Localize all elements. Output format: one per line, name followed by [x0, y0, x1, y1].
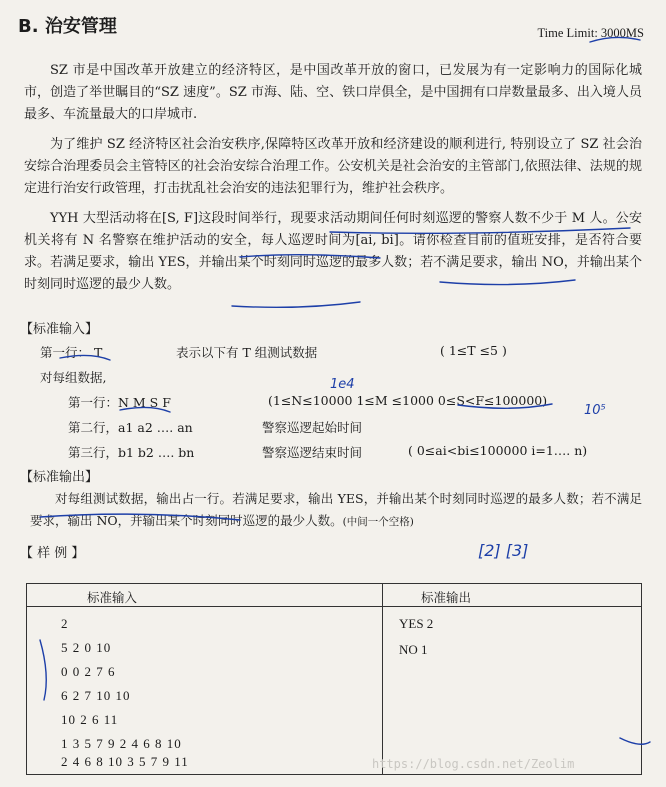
- table-header-rule: [27, 606, 641, 607]
- input-line1-desc: 表示以下有 T 组测试数据: [176, 345, 318, 360]
- sample-output-line: NO 1: [399, 642, 428, 657]
- sample-input-line: 1 3 5 7 9 2 4 6 8 10: [61, 736, 182, 751]
- input-heading: 【标准输入】: [20, 322, 99, 337]
- output-note: (中间一个空格): [342, 516, 414, 528]
- handwritten-1e5: 10⁵: [584, 403, 606, 418]
- output-description: 对每组测试数据，输出占一行。若满足要求，输出 YES，并输出某个时刻同时巡逻的最多人数；若不满足要求，输出 NO，并输出某个时刻同时巡逻的最少人数。: [30, 491, 642, 528]
- input-row2-desc: 警察巡逻起始时间: [262, 420, 363, 435]
- input-line1-range: ( 1≤T ≤5 ): [440, 343, 507, 358]
- paragraph-intro: SZ 市是中国改革开放建立的经济特区，是中国改革开放的窗口，已发展为有一定影响力的国际化城市，创造了举世瞩目的“SZ 速度”。SZ 市海、陆、空、铁口岸俱全，是中国拥有口岸数量最多、出入境人员最多、车流量最大的口岸城市.: [24, 63, 642, 122]
- sample-table: [26, 583, 642, 775]
- sample-input-line: 5 2 0 10: [61, 640, 112, 655]
- handwritten-brackets: [2] [3]: [478, 541, 529, 560]
- input-row2-label: 第二行，a1 a2 …. an: [68, 420, 193, 435]
- input-row1-range: (1≤N≤10000 1≤M ≤1000 0≤S<F≤100000): [268, 393, 548, 408]
- paragraph-background: 为了维护 SZ 经济特区社会治安秩序,保障特区改革开放和经济建设的顺利进行, 特别设立了 SZ 社会治安综合治理委员会主管特区的社会治安综合治理工作。公安机关是社会治安的主管部门,依照法律、法规的规定进行治安行政管理，打击扰乱社会治安的违法犯罪行为，维护社会秩序。: [24, 137, 642, 196]
- handwritten-1e4: 1e4: [330, 377, 355, 392]
- input-row3-label: 第三行，b1 b2 …. bn: [68, 445, 195, 460]
- output-text: [30, 488, 642, 533]
- input-row3-desc: 警察巡逻结束时间: [262, 445, 363, 460]
- input-per-group: 对每组数据,: [40, 370, 107, 385]
- watermark: https://blog.csdn.net/Zeolim: [372, 757, 575, 771]
- input-line1-label: 第一行： T: [40, 345, 103, 360]
- sample-input-header: 标准输入: [87, 590, 138, 605]
- paragraph-task: YYH 大型活动将在[S, F]这段时间举行，现要求活动期间任何时刻巡逻的警察人数不少于 M 人。公安机关将有 N 名警察在维护活动的安全，每人巡逻时间为[ai, bi]。请你检查目前的值班安排，是否符合要求。若满足要求，输出 YES，并输出某个时刻同时巡逻的最多人数；若不满足要求，输出 NO，并输出某个时刻同时巡逻的最少人数。: [24, 211, 642, 292]
- sample-input-line: 0 0 2 7 6: [61, 664, 116, 679]
- output-heading: 【标准输出】: [20, 470, 99, 485]
- table-column-divider: [382, 584, 383, 774]
- input-row1-label: 第一行：N M S F: [68, 395, 171, 410]
- time-limit: Time Limit: 3000MS: [537, 26, 644, 40]
- sample-input-line: 2 4 6 8 10 3 5 7 9 11: [61, 754, 189, 769]
- problem-title: B. 治安管理: [18, 16, 117, 37]
- sample-input-line: 10 2 6 11: [61, 712, 119, 727]
- underline-least: [232, 302, 360, 307]
- sample-input-line: 2: [61, 616, 69, 631]
- input-row3-range: ( 0≤ai<bi≤100000 i=1…. n): [408, 443, 588, 458]
- sample-output-line: YES 2: [399, 616, 434, 631]
- sample-heading: 【 样 例 】: [20, 546, 85, 561]
- sample-input-line: 6 2 7 10 10: [61, 688, 131, 703]
- sample-output-header: 标准输出: [421, 590, 472, 605]
